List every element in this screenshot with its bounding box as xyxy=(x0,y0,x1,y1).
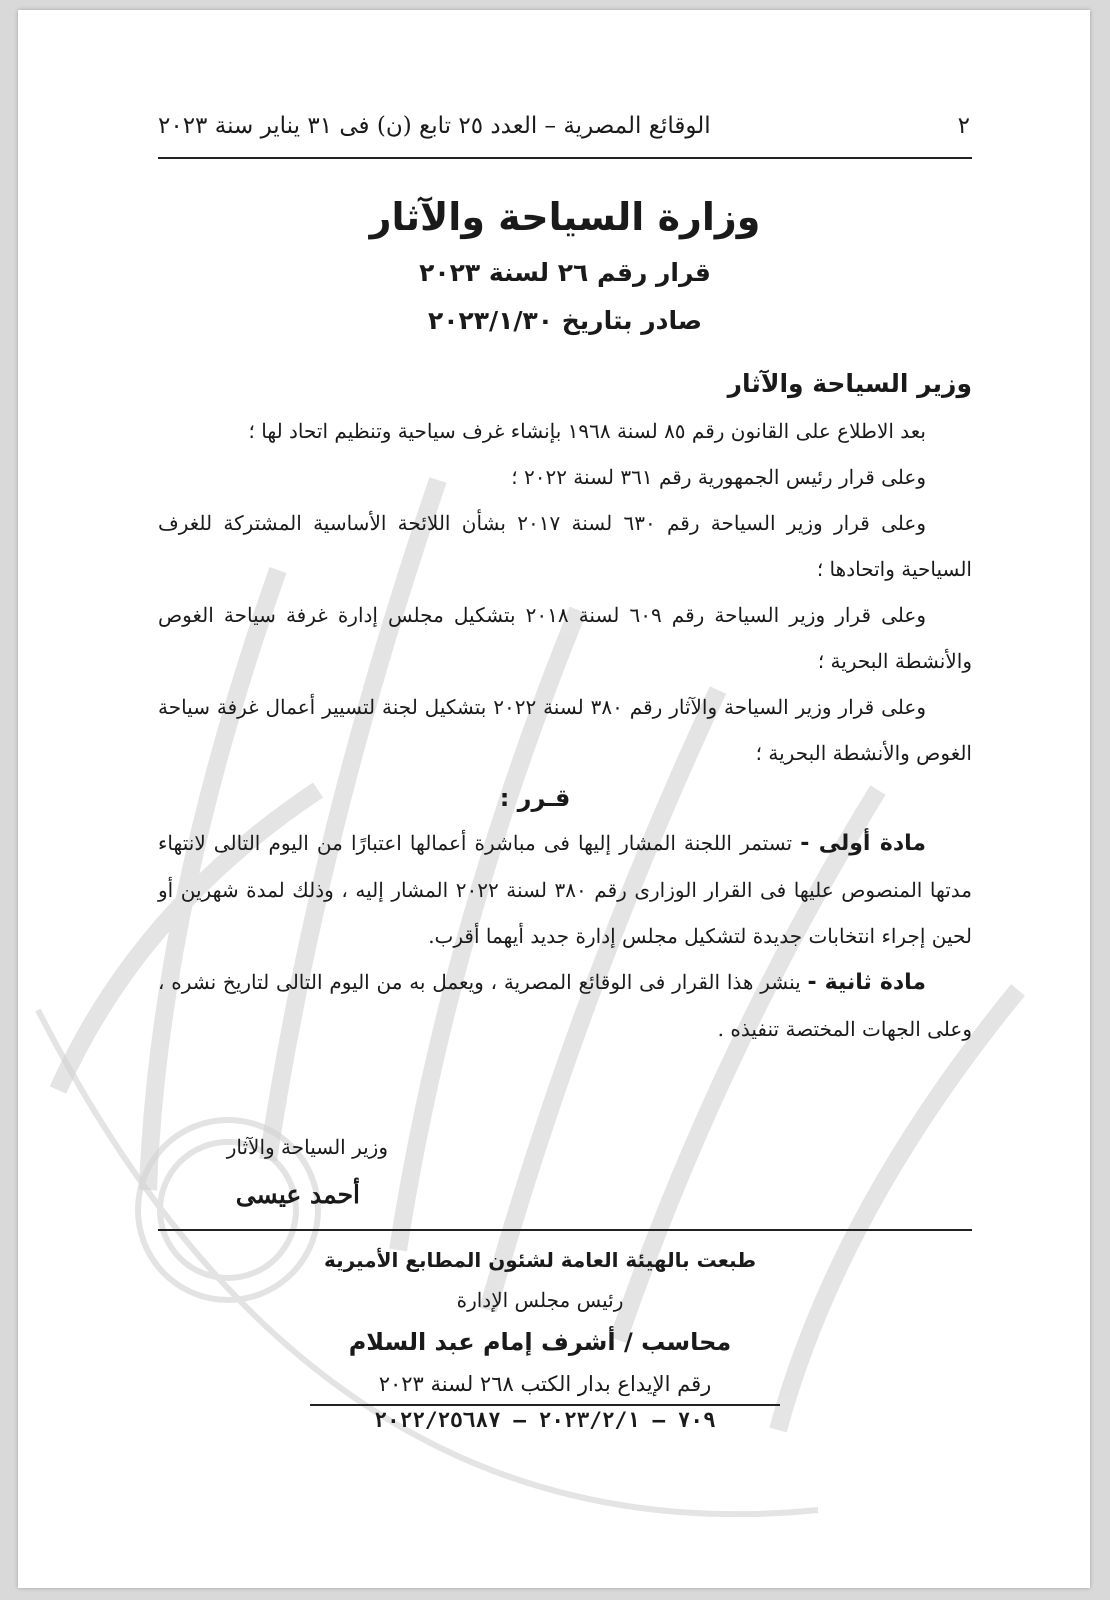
gazette-line: الوقائع المصرية – العدد ٢٥ تابع (ن) فى ٣١ يناير سنة ٢٠٢٣ xyxy=(158,113,711,139)
printed-by: طبعت بالهيئة العامة لشئون المطابع الأميرية xyxy=(323,1248,757,1272)
ministry-title: وزارة السياحة والآثار xyxy=(369,195,761,239)
signatory-title: وزير السياحة والآثار xyxy=(226,1135,388,1159)
preamble-paragraph: وعلى قرار وزير السياحة رقم ٦٣٠ لسنة ٢٠١٧ بشأن اللائحة الأساسية المشتركة للغرف السياحية واتحادها ؛ xyxy=(158,511,972,581)
article-2-text: ينشر هذا القرار فى الوقائع المصرية ، ويعمل به من اليوم التالى لتاريخ نشره ، وعلى الجهات المختصة تنفيذه . xyxy=(158,970,972,1041)
minister-heading: وزير السياحة والآثار xyxy=(727,369,972,398)
header-divider xyxy=(158,157,972,159)
signature-block xyxy=(168,1128,388,1209)
deposit-number: رقم الإيداع بدار الكتب ٢٦٨ لسنة ٢٠٢٣ xyxy=(378,1372,712,1396)
footer-divider xyxy=(158,1229,972,1231)
decree-number: قرار رقم ٢٦ لسنة ٢٠٢٣ xyxy=(419,258,711,287)
accountant-name: محاسب / أشرف إمام عبد السلام xyxy=(348,1328,732,1356)
preamble-paragraph: وعلى قرار وزير السياحة رقم ٦٠٩ لسنة ٢٠١٨ بتشكيل مجلس إدارة غرفة سياحة الغوص والأنشطة البحرية ؛ xyxy=(158,603,972,673)
signatory-name: أحمد عيسى xyxy=(235,1180,360,1209)
isbn-number: ٧٠٩ – ٢٠٢٣/٢/١ – ٢٠٢٢/٢٥٦٨٧ xyxy=(310,1404,780,1432)
decree-date: صادر بتاريخ ٢٠٢٣/١/٣٠ xyxy=(427,306,703,335)
article-2-label: مادة ثانية - xyxy=(807,970,926,995)
article-2 xyxy=(158,959,972,1052)
isbn-row xyxy=(158,1404,932,1432)
article-1-label: مادة أولى - xyxy=(800,831,927,856)
decided-heading: قـرر : xyxy=(499,784,571,812)
printing-footer xyxy=(158,1240,972,1432)
article-1-text: تستمر اللجنة المشار إليها فى مباشرة أعمالها اعتبارًا من اليوم التالى لانتهاء مدتها المنصوص عليها فى القرار الوزارى رقم ٣٨٠ لسنة ٢٠٢٢ المشار إليه ، وذلك لمدة شهرين أو لحين إجراء انتخابات جديدة لتشكيل مجلس إدارة جديد أيهما أقرب. xyxy=(158,831,972,948)
decree-body xyxy=(158,362,972,1052)
preamble-paragraph: وعلى قرار وزير السياحة والآثار رقم ٣٨٠ لسنة ٢٠٢٢ بتشكيل لجنة لتسيير أعمال غرفة سياحة الغوص والأنشطة البحرية ؛ xyxy=(158,695,972,765)
article-1 xyxy=(158,820,972,959)
preamble-paragraph: بعد الاطلاع على القانون رقم ٨٥ لسنة ١٩٦٨ بإنشاء غرف سياحية وتنظيم اتحاد لها ؛ xyxy=(248,419,926,443)
board-chair-title: رئيس مجلس الإدارة xyxy=(456,1288,624,1312)
page-number: ٢ xyxy=(957,113,970,139)
running-header xyxy=(158,113,970,139)
preamble-paragraph: وعلى قرار رئيس الجمهورية رقم ٣٦١ لسنة ٢٠٢٢ ؛ xyxy=(511,465,926,489)
document-page xyxy=(18,10,1090,1588)
